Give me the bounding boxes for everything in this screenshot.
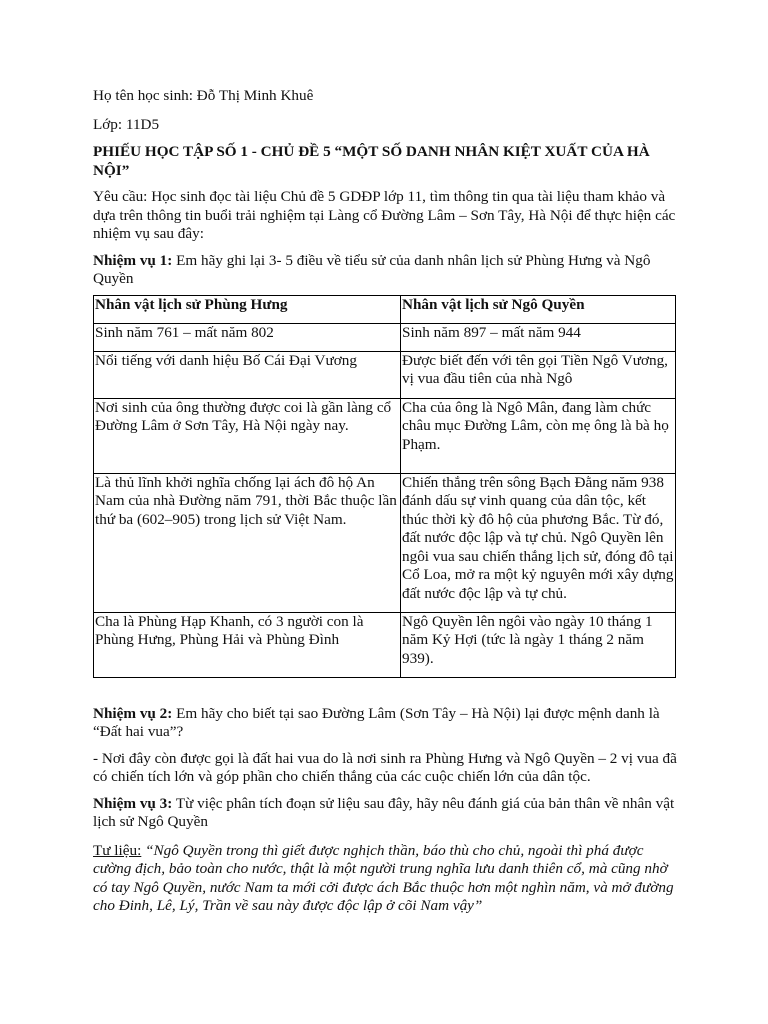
task-2-answer: - Nơi đây còn được gọi là đất hai vua do là nơi sinh ra Phùng Hưng và Ngô Quyền – 2 vị vua đã có chiến tích lớn và góp phần cho chiến thắng của các cuộc chiến lớn của dân tộc.	[93, 749, 677, 785]
student-name-line: Họ tên học sinh: Đỗ Thị Minh Khuê	[93, 87, 314, 104]
table-cell-phung-hung: Cha là Phùng Hạp Khanh, có 3 người con là Phùng Hưng, Phùng Hải và Phùng Đình	[94, 612, 401, 677]
requirement-paragraph: Yêu cầu: Học sinh đọc tài liệu Chủ đề 5 GDĐP lớp 11, tìm thông tin qua tài liệu tham khảo và dựa trên thông tin buổi trải nghiệm tại Làng cổ Đường Lâm – Sơn Tây, Hà Nội để thực hiện các nhiệm vụ sau đây:	[93, 188, 676, 242]
table-cell-ngo-quyen: Sinh năm 897 – mất năm 944	[401, 323, 676, 351]
table-cell-ngo-quyen: Ngô Quyền lên ngôi vào ngày 10 tháng 1 năm Kỷ Hợi (tức là ngày 1 tháng 2 năm 939).	[401, 612, 676, 677]
worksheet-title: PHIẾU HỌC TẬP SỐ 1 - CHỦ ĐỀ 5 “MỘT SỐ DANH NHÂN KIỆT XUẤT CỦA HÀ NỘI”	[93, 143, 650, 179]
source-label: Tư liệu:	[93, 841, 142, 859]
table-row	[94, 612, 676, 677]
source-quote: “Ngô Quyền trong thì giết được nghịch thần, báo thù cho chủ, ngoài thì phá được cường địch, bảo toàn cho nước, thật là một người trung nghĩa lưu danh thiên cổ, mà cũng nhờ có tay Ngô Quyền, nước Nam ta mới cởi được ách Bắc thuộc hơn một nghìn năm, và mở đường cho Đinh, Lê, Lý, Trần về sau này được độc lập ở cõi Nam vậy”	[93, 841, 674, 914]
table-cell-phung-hung: Sinh năm 761 – mất năm 802	[94, 323, 401, 351]
header-ngo-quyen: Nhân vật lịch sử Ngô Quyền	[401, 295, 676, 323]
historical-source	[93, 842, 682, 916]
table-row	[94, 323, 676, 351]
task-1-text: Em hãy ghi lại 3- 5 điều về tiểu sử của danh nhân lịch sử Phùng Hưng và Ngô Quyền	[93, 251, 651, 287]
task-3-text: Từ việc phân tích đoạn sử liệu sau đây, hãy nêu đánh giá của bản thân về nhân vật lịch sử Ngô Quyền	[93, 794, 675, 830]
task-2-label: Nhiệm vụ 2:	[93, 704, 173, 722]
table-cell-ngo-quyen: Được biết đến với tên gọi Tiền Ngô Vương, vị vua đầu tiên của nhà Ngô	[401, 351, 676, 398]
table-row	[94, 351, 676, 398]
table-cell-phung-hung: Nổi tiếng với danh hiệu Bố Cái Đại Vương	[94, 351, 401, 398]
table-cell-ngo-quyen: Chiến thắng trên sông Bạch Đằng năm 938 đánh dấu sự vinh quang của dân tộc, kết thúc thời kỳ đô hộ của phương Bắc. Từ đó, đất nước độc lập và tự chủ. Ngô Quyền lên ngôi vua sau chiến thắng lịch sử, đóng đô tại Cổ Loa, mở ra một kỷ nguyên mới xây dựng đất nước độc lập và tự chủ.	[401, 473, 676, 612]
task-3-label: Nhiệm vụ 3:	[93, 794, 173, 812]
table-cell-ngo-quyen: Cha của ông là Ngô Mân, đang làm chức châu mục Đường Lâm, còn mẹ ông là bà họ Phạm.	[401, 398, 676, 473]
table-row	[94, 398, 676, 473]
table-row	[94, 473, 676, 612]
table-cell-phung-hung: Nơi sinh của ông thường được coi là gần làng cổ Đường Lâm ở Sơn Tây, Hà Nội ngày nay.	[94, 398, 401, 473]
header-phung-hung: Nhân vật lịch sử Phùng Hưng	[94, 295, 401, 323]
task-1-label: Nhiệm vụ 1:	[93, 251, 173, 269]
task-1-prompt	[93, 252, 682, 289]
task-3-prompt	[93, 795, 682, 832]
task-2-text: Em hãy cho biết tại sao Đường Lâm (Sơn Tây – Hà Nội) lại được mệnh danh là “Đất hai vua”?	[93, 704, 660, 740]
class-line: Lớp: 11D5	[93, 115, 160, 133]
table-cell-phung-hung: Là thủ lĩnh khởi nghĩa chống lại ách đô hộ An Nam của nhà Đường năm 791, thời Bắc thuộc lần thứ ba (602–905) trong lịch sử Việt Nam.	[94, 473, 401, 612]
biography-table	[93, 295, 676, 678]
task-2-prompt	[93, 705, 682, 742]
